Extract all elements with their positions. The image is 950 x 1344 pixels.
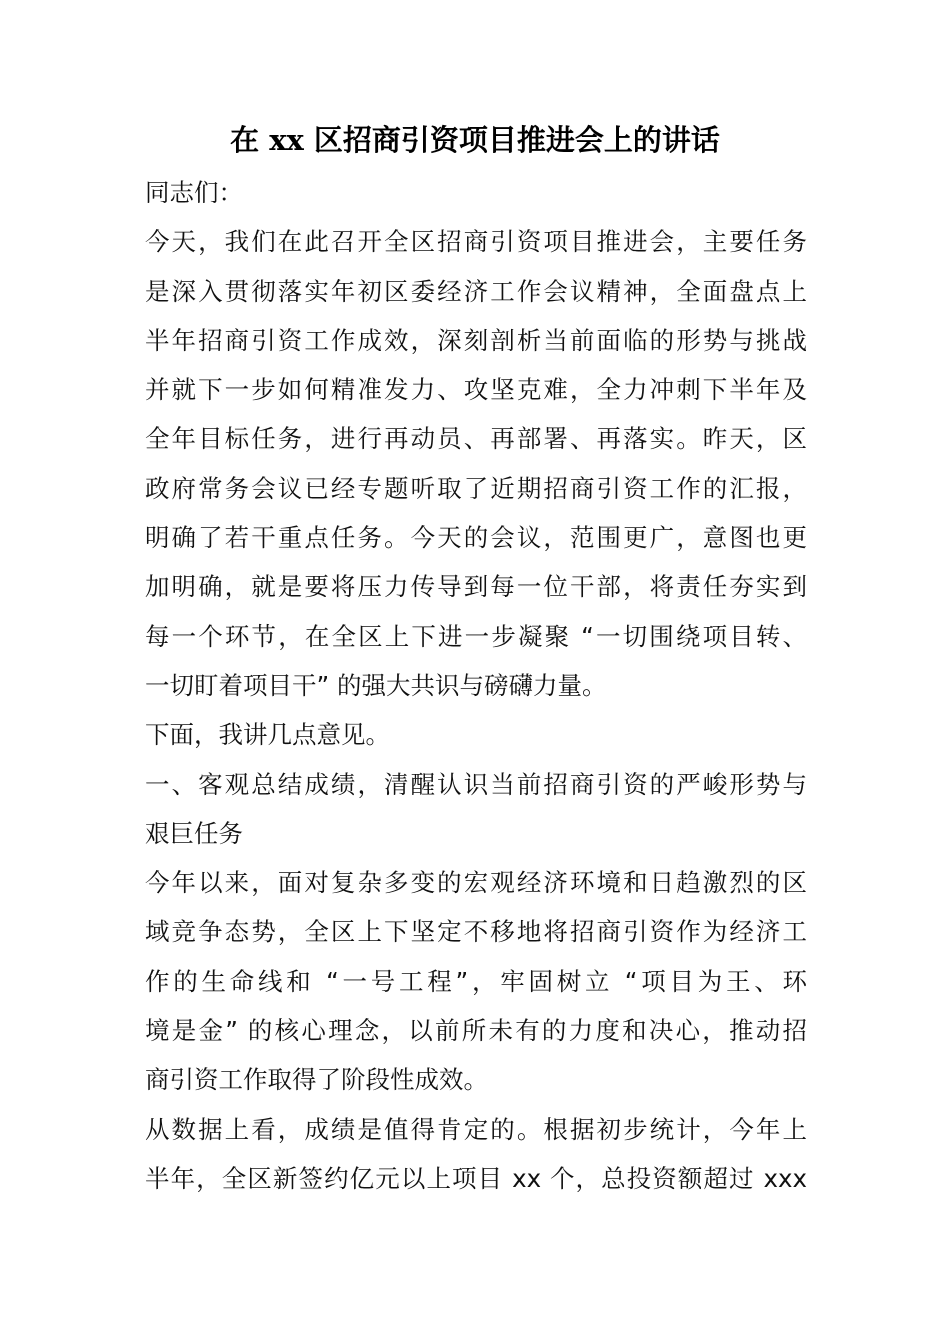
text-line: 每一个环节，在全区上下进一步凝聚 “一切围绕项目转、 <box>145 621 807 651</box>
text-line: 一、客观总结成绩，清醒认识当前招商引资的严峻形势与 <box>145 769 807 799</box>
text-line: 并就下一步如何精准发力、攻坚克难，全力冲刺下半年及 <box>145 375 807 405</box>
text-line: 政府常务会议已经专题听取了近期招商引资工作的汇报， <box>145 473 807 503</box>
text-line: 是深入贯彻落实年初区委经济工作会议精神，全面盘点上 <box>145 276 807 306</box>
document-body <box>145 168 807 1203</box>
text-line: 全年目标任务，进行再动员、再部署、再落实。昨天，区 <box>145 424 807 454</box>
text-line: 艰巨任务 <box>145 818 243 848</box>
text-line: 半年，全区新签约亿元以上项目 xx 个，总投资额超过 xxx <box>145 1163 807 1193</box>
document-title: 在 xx 区招商引资项目推进会上的讲话 <box>230 123 720 157</box>
text-line: 明确了若干重点任务。今天的会议，范围更广，意图也更 <box>145 523 807 553</box>
text-line: 境是金” 的核心理念，以前所未有的力度和决心，推动招 <box>145 1016 807 1046</box>
text-line: 域竞争态势，全区上下坚定不移地将招商引资作为经济工 <box>145 917 807 947</box>
text-line: 今天，我们在此召开全区招商引资项目推进会，主要任务 <box>145 227 807 257</box>
text-line: 半年招商引资工作成效，深刻剖析当前面临的形势与挑战 <box>145 325 807 355</box>
text-line: 商引资工作取得了阶段性成效。 <box>145 1065 488 1095</box>
text-line: 一切盯着项目干” 的强大共识与磅礴力量。 <box>145 670 607 700</box>
text-line: 今年以来，面对复杂多变的宏观经济环境和日趋激烈的区 <box>145 868 807 898</box>
text-line: 同志们： <box>145 178 243 207</box>
text-line: 从数据上看，成绩是值得肯定的。根据初步统计，今年上 <box>145 1114 807 1144</box>
text-line: 作的生命线和 “一号工程”，牢固树立 “项目为王、环 <box>145 966 807 996</box>
text-line: 下面，我讲几点意见。 <box>145 720 390 750</box>
text-line: 加明确，就是要将压力传导到每一位干部，将责任夯实到 <box>145 572 807 602</box>
